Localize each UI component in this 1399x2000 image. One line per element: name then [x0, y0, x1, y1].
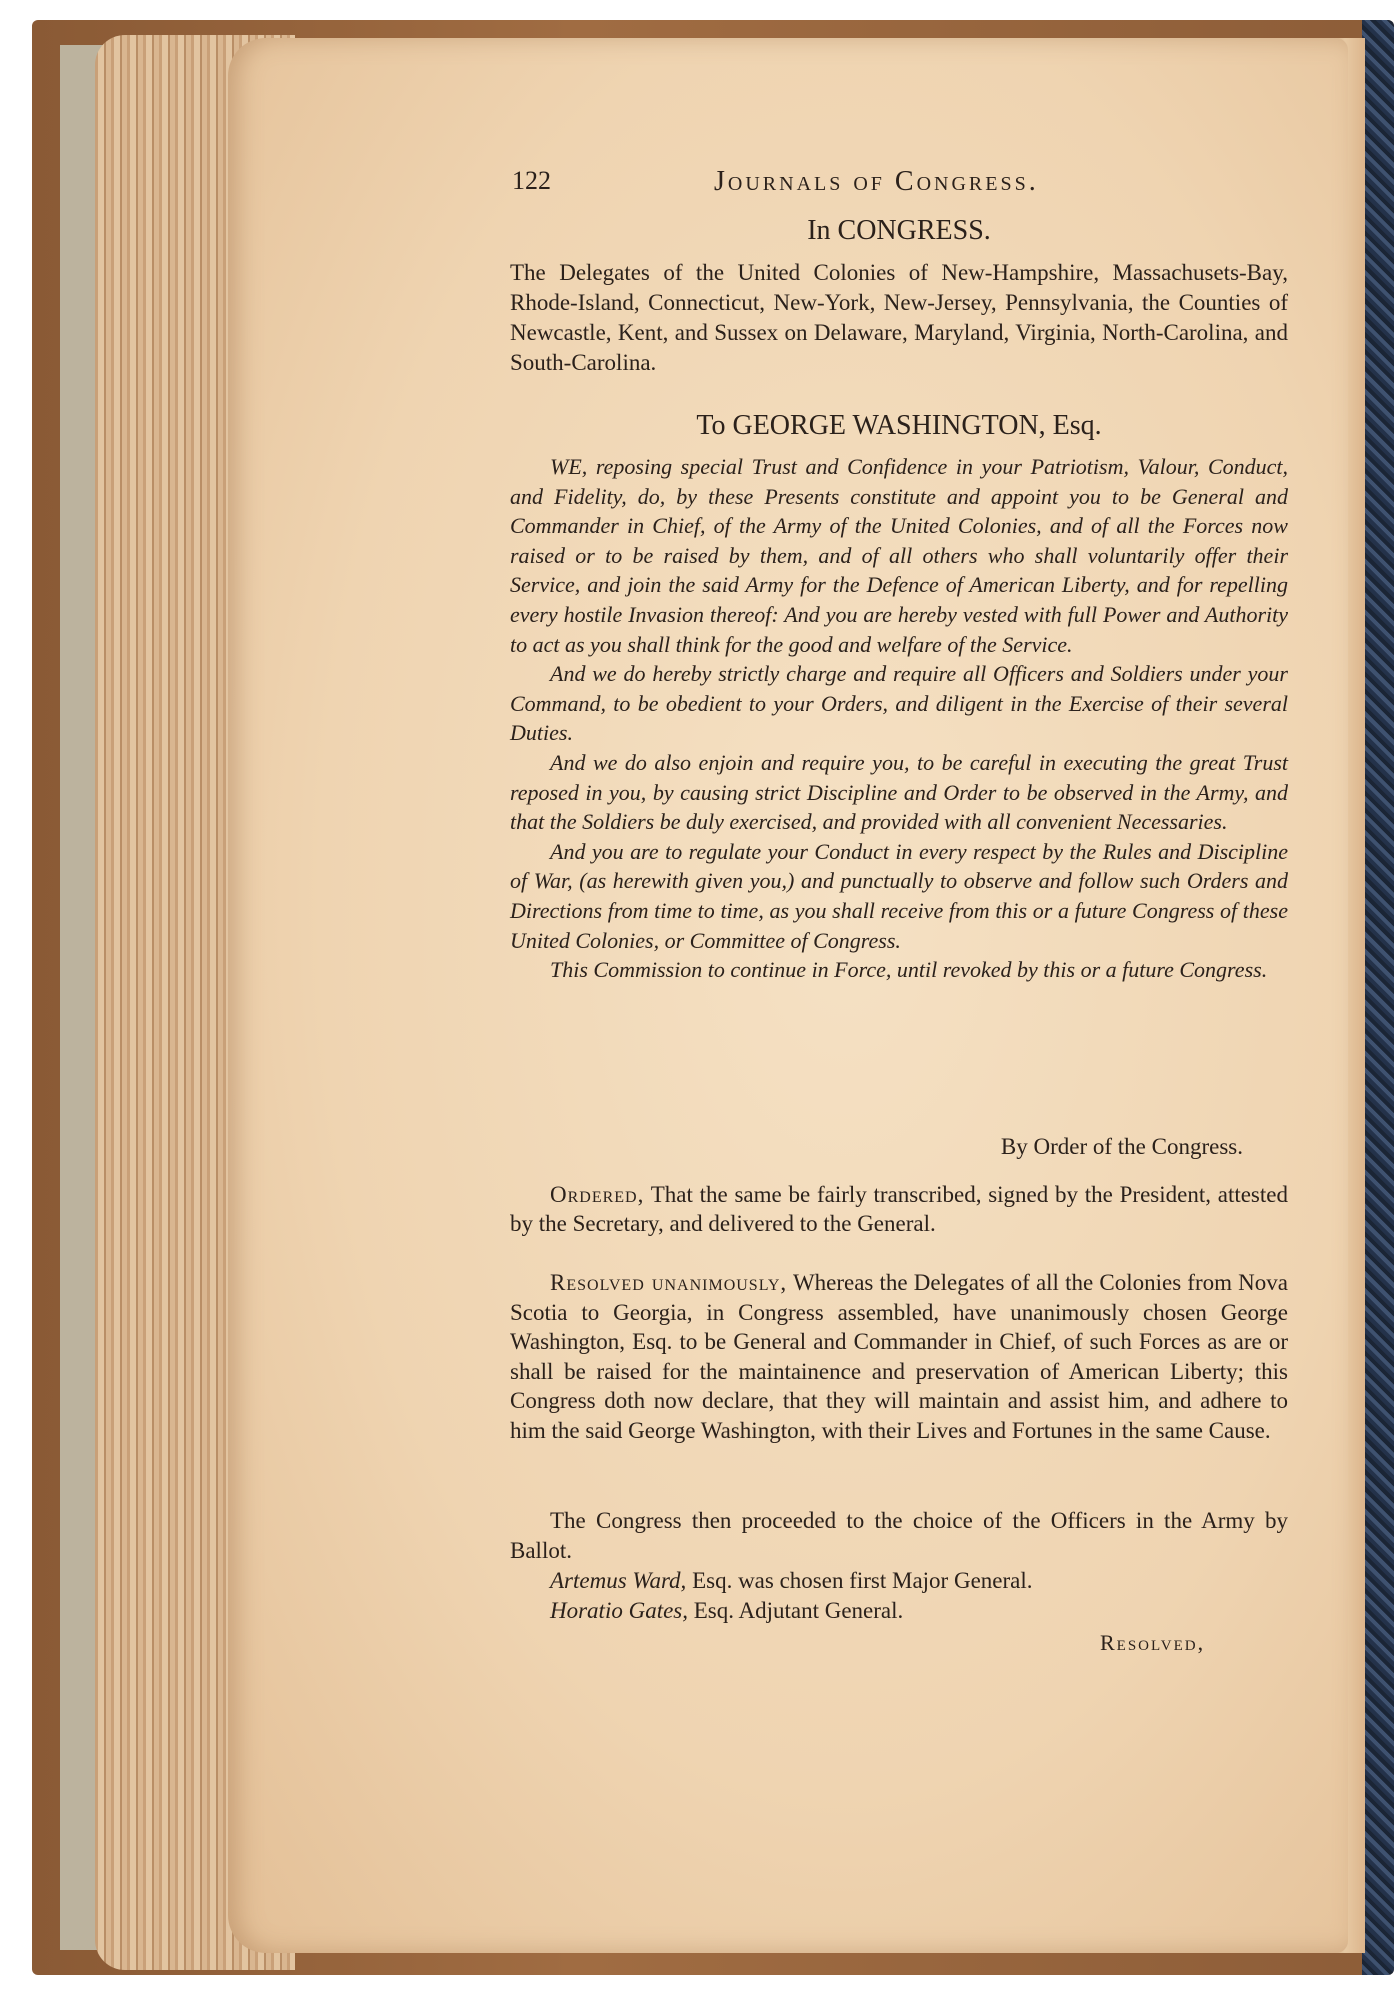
officer-text: Esq. Adjutant General. — [693, 1597, 904, 1623]
commission-paragraph: And we do also enjoin and require you, to be careful in executing the great Trust reposed in you, by causing strict Discipline and Order to be observed in the Army, and that the Soldiers be duly exercised, and provided with all convenient Necessaries. — [510, 749, 1288, 835]
resolved-text: Whereas the Delegates of all the Colonies from Nova Scotia to Georgia, in Congress assembled, have unanimously chosen George Washington, Esq. to be General and Commander in Chief, of such Forces as are or shall be raised for the maintainence and preservation of American Liberty; this Congress doth now declare, that they will maintain and assist him, and adhere to him the said George Washington, with their Lives and Fortunes in the same Cause. — [510, 1270, 1288, 1443]
commission-paragraph: And you are to regulate your Conduct in every respect by the Rules and Discipline of War, (as herewith given you,) and punctually to observe and follow such Orders and Directions from time to time, as you shall receive from this or a future Congress of these United Colonies, or Committee of Congress. — [510, 838, 1288, 953]
resolved-paragraph — [510, 1268, 1288, 1446]
ordered-paragraph — [510, 1180, 1288, 1239]
heading-in-congress: In CONGRESS. — [807, 215, 991, 246]
ordered-text: That the same be fairly transcribed, signed by the President, attested by the Secretary, and delivered to the General. — [510, 1182, 1288, 1237]
resolved-lead: Resolved unanimously, — [550, 1270, 788, 1295]
officer-name: Horatio Gates, — [550, 1597, 688, 1623]
proceeded-text: The Congress then proceeded to the choice of the Officers in the Army by Ballot. — [510, 1508, 1288, 1563]
commission-paragraph: This Commission to continue in Force, until revoked by this or a future Congress. — [550, 957, 1268, 983]
address-heading: To GEORGE WASHINGTON, Esq. — [696, 410, 1102, 441]
running-title: Journals of Congress. — [714, 166, 1039, 197]
officer-line — [510, 1566, 1288, 1596]
cloth-binding — [1362, 20, 1394, 1975]
page-number: 122 — [512, 166, 551, 195]
officer-name: Artemus Ward, — [550, 1568, 687, 1593]
officer-text: Esq. was chosen first Major General. — [692, 1568, 1033, 1593]
signature-text: By Order of the Congress. — [1000, 1134, 1243, 1159]
officers-list — [510, 1566, 1288, 1625]
officer-line — [510, 1596, 1288, 1626]
ordered-lead: Ordered, — [550, 1182, 645, 1207]
commission-paragraph: WE, reposing special Trust and Confidence in your Patriotism, Valour, Conduct, and Fidelity, do, by these Presents constitute and appoint you to be General and Commander in Chief, of the Army of the United Colonies, and of all the Forces now raised or to be raised by them, and of all others who shall voluntarily offer their Service, and join the said Army for the Defence of American Liberty, and for repelling every hostile Invasion thereof: And you are hereby vested with full Power and Authority to act as you shall think for the good and welfare of the Service. — [510, 454, 1288, 657]
commission-paragraph: And we do hereby strictly charge and require all Officers and Soldiers under your Command, to be obedient to your Orders, and diligent in the Exercise of their several Duties. — [510, 661, 1288, 746]
delegates-paragraph — [510, 258, 1288, 378]
catchword: Resolved, — [1100, 1630, 1206, 1655]
delegates-text: The Delegates of the United Colonies of New-Hampshire, Massachusets-Bay, Rhode-Island, Connecticut, New-York, New-Jersey, Pennsylvania, the Counties of Newcastle, Kent, and Sussex on Delaware, Maryland, Virginia, North-Carolina, and South-Carolina. — [510, 260, 1288, 375]
commission-block — [510, 452, 1288, 985]
signature — [510, 1132, 1288, 1162]
page-header — [512, 162, 1132, 202]
proceeded-paragraph — [510, 1506, 1288, 1565]
